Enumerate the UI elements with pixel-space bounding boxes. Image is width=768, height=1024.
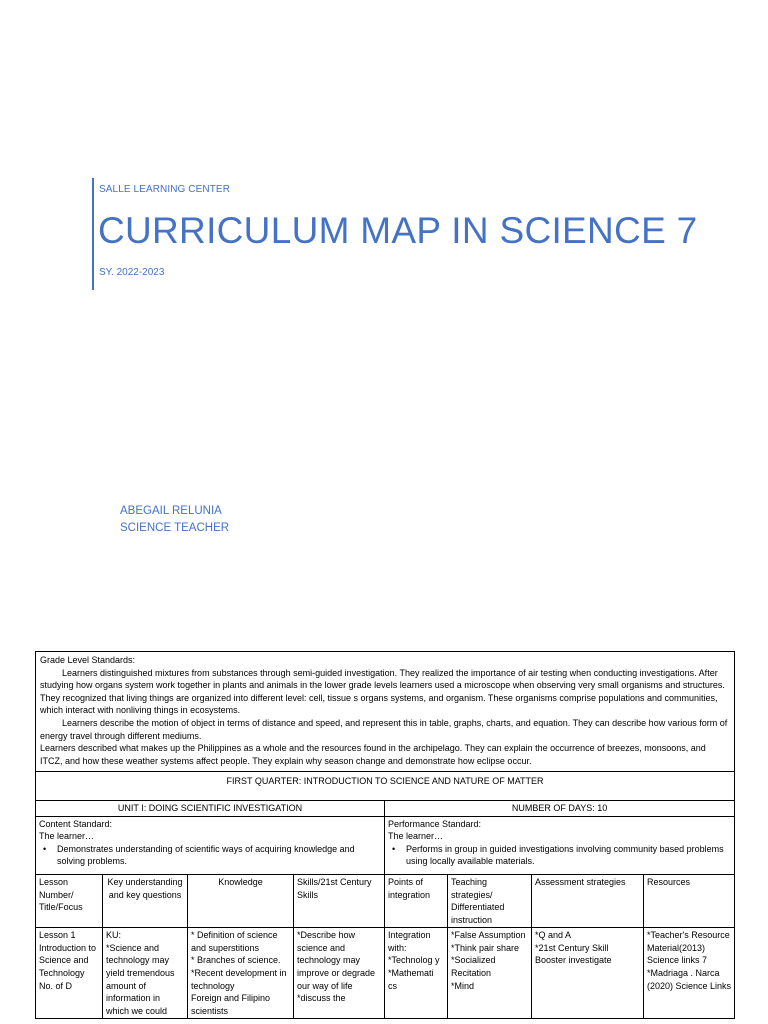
content-standard [36,816,385,874]
grade-level-standards [36,652,735,772]
resources-cell [644,928,735,1019]
grade-level-paragraph: Learners describe the motion of object in terms of distance and speed, and represent this in table, graphs, charts, and equation. They can describe how various form of energy travel through different mediums. [40,717,728,741]
performance-standard-heading: Performance Standard: [388,818,482,829]
grade-level-paragraph: Learners described what makes up the Philippines as a whole and the resources found in the archipelago. They can explain the occurrence of breezes, monsoons, and ITCZ, and how these weather systems affect people. They explain why season change and demonstrate how eclipse occur. [40,743,706,766]
standards-row [36,816,735,874]
skills-cell [294,928,385,1019]
content-standard-lead: The learner… [39,831,95,842]
column-header: Lesson Number/ Title/Focus [36,874,103,927]
author-block [120,503,229,537]
number-of-days: NUMBER OF DAYS: 10 [385,800,735,816]
school-year: SY. 2022-2023 [99,267,165,278]
performance-standard-item [388,843,731,868]
grade-level-row [36,652,735,772]
bullet-icon: • [43,843,47,854]
column-header: Assessment strategies [532,874,644,927]
content-standard-text: Demonstrates understanding of scientific ways of acquiring knowledge and solving problems. [57,843,355,867]
column-header: Knowledge [188,874,294,927]
cover-accent-bar [92,178,94,290]
lesson-cell [36,928,103,1019]
column-header: Key understanding and key questions [103,874,188,927]
integration-cell [385,928,448,1019]
author-name: ABEGAIL RELUNIA [120,505,222,517]
unit-row [36,800,735,816]
key-understanding-text: KU: *Science and technology may yield tremendous amount of information in which we could [106,930,175,1016]
organization-name: SALLE LEARNING CENTER [99,184,231,195]
integration-text: Integration with: *Technolog y *Mathemati cs [388,930,440,991]
document-title: CURRICULUM MAP IN SCIENCE 7 [98,210,698,251]
column-header-row [36,874,735,927]
content-standard-item [39,843,381,868]
column-header: Teaching strategies/ Differentiated instruction [448,874,532,927]
resources-text: *Teacher's Resource Material(2013) Science links 7 *Madriaga . Narca (2020) Science Links [647,930,732,991]
assessment-cell [532,928,644,1019]
knowledge-text: * Definition of science and superstitions * Branches of science. *Recent development in technology Foreign and Filipino scientists [191,930,287,1016]
content-standard-heading: Content Standard: [39,818,113,829]
teaching-cell [448,928,532,1019]
unit-title: UNIT I: DOING SCIENTIFIC INVESTIGATION [36,800,385,816]
performance-standard-text: Performs in group in guided investigations involving community based problems using locally available materials. [406,843,724,867]
assessment-text: *Q and A *21st Century Skill Booster investigate [535,930,612,966]
grade-level-heading: Grade Level Standards: [40,655,136,665]
column-header: Skills/21st Century Skills [294,874,385,927]
quarter-row [36,772,735,801]
knowledge-cell [188,928,294,1019]
quarter-title: FIRST QUARTER: INTRODUCTION TO SCIENCE AND NATURE OF MATTER [36,772,735,801]
teaching-text: *False Assumption *Think pair share *Socialized Recitation *Mind [451,930,526,991]
lesson-text: Lesson 1 Introduction to Science and Technology No. of D [39,930,97,991]
grade-level-paragraph: Learners distinguished mixtures from substances through semi-guided investigation. They realized the importance of air testing when conducting investigations. After studying how organs system work together in plants and animals in the lower grade levels learners used a microscope when observing very small organisms and structures. They recognized that living things are organized into different level: cell, tissue s organs systems, and organism. These organisms comprise populations and communities, which interact with nonliving things in ecosystems. [40,667,725,716]
curriculum-table [35,651,735,1019]
performance-standard-lead: The learner… [388,831,444,842]
skills-text: *Describe how science and technology may improve or degrade our way of life *discuss the [297,930,376,1004]
column-header: Points of integration [385,874,448,927]
table-row [36,928,735,1019]
bullet-icon: • [392,843,396,854]
performance-standard [385,816,735,874]
column-header: Resources [644,874,735,927]
author-role: SCIENCE TEACHER [120,522,230,534]
key-understanding-cell [103,928,188,1019]
